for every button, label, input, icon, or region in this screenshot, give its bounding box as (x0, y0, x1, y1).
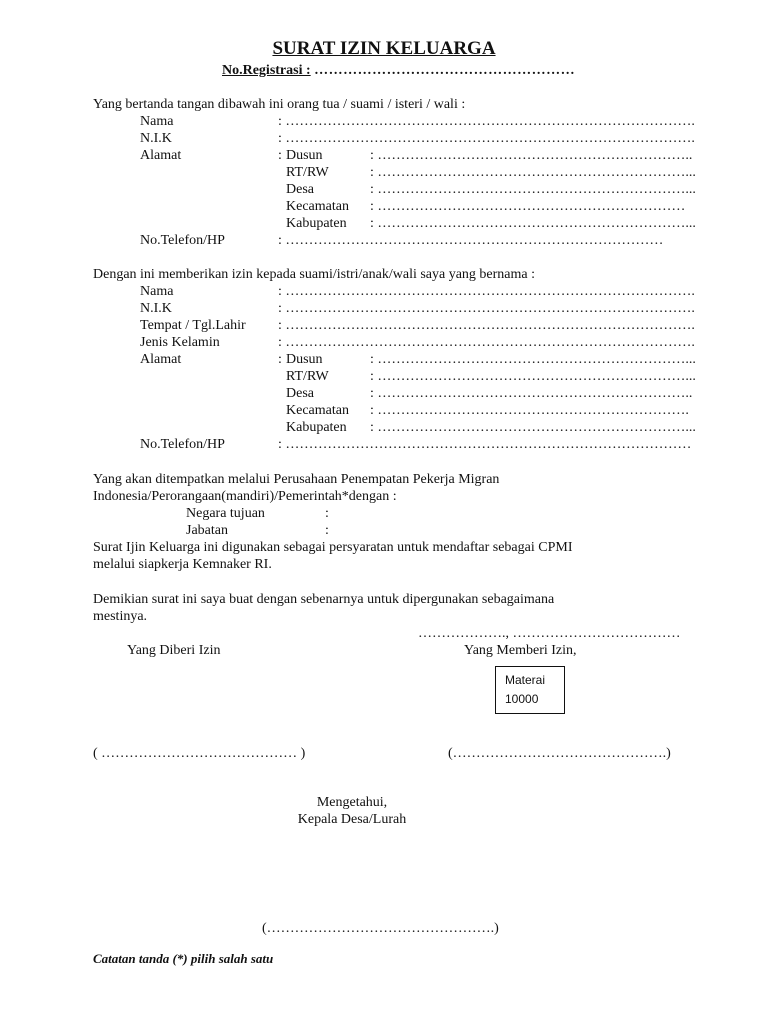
s1-alamat-colon: : (278, 148, 282, 163)
left-signer-name: ( …………………………………… ) (93, 746, 306, 761)
s1-kecamatan-value: : ………………………………………………………… (370, 199, 686, 214)
s1-phone-value: : ……………………………………………………………………… (278, 233, 664, 248)
registration-dots: ……………………………………………… (314, 63, 576, 78)
s2-dusun-value: : …………………………………………………………... (370, 352, 696, 367)
s2-alamat-colon: : (278, 352, 282, 367)
s2-nik-value: : ……………………………………………………………………………. (278, 301, 695, 316)
s2-gender-label: Jenis Kelamin (140, 335, 220, 350)
s1-nama-label: Nama (140, 114, 174, 129)
s2-rtrw-label: RT/RW (286, 369, 329, 384)
s1-alamat-label: Alamat (140, 148, 182, 163)
s2-rtrw-value: : …………………………………………………………... (370, 369, 696, 384)
s2-nik-label: N.I.K (140, 301, 172, 316)
s1-rtrw-value: : …………………………………………………………... (370, 165, 696, 180)
s1-phone-label: No.Telefon/HP (140, 233, 225, 248)
s2-desa-value: : ………………………………………………………….. (370, 386, 693, 401)
s2-phone-label: No.Telefon/HP (140, 437, 225, 452)
materai-value: 10000 (505, 692, 539, 706)
placement-line2: Indonesia/Perorangaan(mandiri)/Pemerintah*dengan : (93, 489, 397, 504)
s1-kabupaten-value: : …………………………………………………………... (370, 216, 696, 231)
s1-dusun-value: : ………………………………………………………….. (370, 148, 693, 163)
s1-kecamatan-label: Kecamatan (286, 199, 349, 214)
right-signer-name: (……………………………………….) (448, 746, 671, 761)
document-title: SURAT IZIN KELUARGA (272, 38, 496, 59)
s2-birth-value: : ……………………………………………………………………………. (278, 318, 695, 333)
village-head-name: (………………………………………….) (262, 921, 499, 936)
s2-gender-value: : ……………………………………………………………………………. (278, 335, 695, 350)
s1-nama-value: : ……………………………………………………………………………. (278, 114, 695, 129)
s2-desa-label: Desa (286, 386, 314, 401)
closing-line2: mestinya. (93, 609, 148, 624)
purpose-line1: Surat Ijin Keluarga ini digunakan sebagai persyaratan untuk mendaftar sebagai CPMI (93, 540, 573, 555)
materai-stamp-box (495, 666, 565, 714)
left-signer-label: Yang Diberi Izin (127, 643, 221, 658)
section2-intro: Dengan ini memberikan izin kepada suami/istri/anak/wali saya yang bernama : (93, 267, 536, 282)
materai-label: Materai (505, 673, 546, 687)
s2-kecamatan-value: : …………………………………………………………. (370, 403, 689, 418)
acknowledge-line2: Kepala Desa/Lurah (297, 812, 407, 827)
acknowledge-line1: Mengetahui, (316, 795, 388, 810)
s2-dusun-label: Dusun (286, 352, 323, 367)
purpose-line2: melalui siapkerja Kemnaker RI. (93, 557, 272, 572)
s1-nik-label: N.I.K (140, 131, 172, 146)
s1-desa-value: : …………………………………………………………... (370, 182, 696, 197)
section1-intro: Yang bertanda tangan dibawah ini orang tua / suami / isteri / wali : (93, 97, 466, 112)
s1-desa-label: Desa (286, 182, 314, 197)
registration-label: No.Registrasi : (222, 63, 311, 78)
s1-kabupaten-label: Kabupaten (286, 216, 347, 231)
s2-kecamatan-label: Kecamatan (286, 403, 349, 418)
position-value: : (325, 523, 329, 538)
s2-kabupaten-label: Kabupaten (286, 420, 347, 435)
registration-line (222, 62, 575, 79)
s2-kabupaten-value: : …………………………………………………………... (370, 420, 696, 435)
s2-phone-value: : …………………………………………………………………………… (278, 437, 692, 452)
s2-nama-value: : ……………………………………………………………………………. (278, 284, 695, 299)
s2-birth-label: Tempat / Tgl.Lahir (140, 318, 246, 333)
right-signer-label: Yang Memberi Izin, (464, 643, 577, 658)
s1-dusun-label: Dusun (286, 148, 323, 163)
place-date: ………………., ……………………………… (418, 626, 681, 641)
s1-nik-value: : ……………………………………………………………………………. (278, 131, 695, 146)
destination-label: Negara tujuan (186, 506, 265, 521)
s2-nama-label: Nama (140, 284, 174, 299)
placement-line1: Yang akan ditempatkan melalui Perusahaan Penempatan Pekerja Migran (93, 472, 500, 487)
s1-rtrw-label: RT/RW (286, 165, 329, 180)
footnote: Catatan tanda (*) pilih salah satu (93, 951, 274, 966)
closing-line1: Demikian surat ini saya buat dengan sebenarnya untuk dipergunakan sebagaimana (93, 592, 555, 607)
s2-alamat-label: Alamat (140, 352, 182, 367)
position-label: Jabatan (186, 523, 228, 538)
destination-value: : (325, 506, 329, 521)
